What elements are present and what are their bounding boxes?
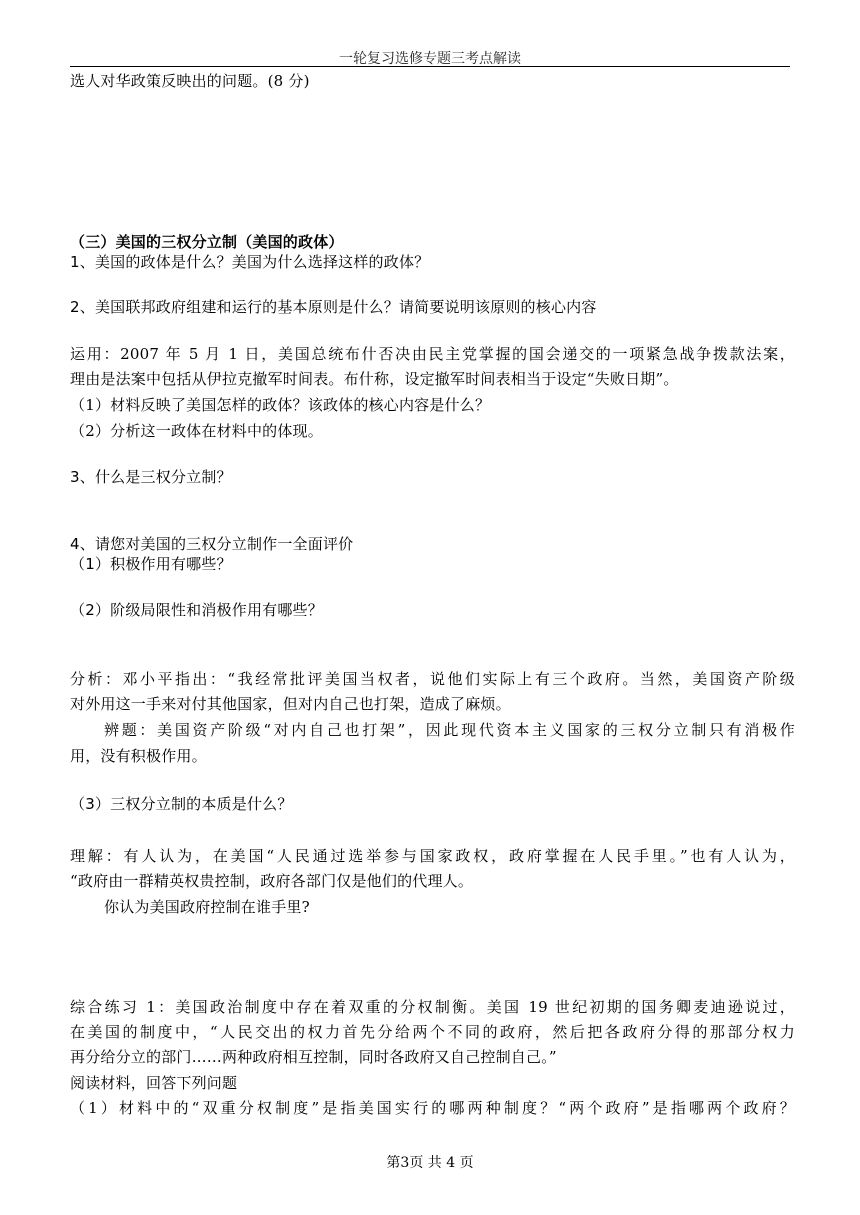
debate-text-line-1: 辨题：美国资产阶级“对内自己也打架”，因此现代资本主义国家的三权分立制只有消极作	[104, 721, 795, 739]
application-text-line-2: 理由是法案中包括从伊拉克撤军时间表。布什称，设定撤军时间表相当于设定“失败日期”。	[70, 370, 679, 388]
analysis-text-line-2: 对外用这一手来对付其他国家，但对内自己也打架，造成了麻烦。	[70, 695, 511, 713]
application-text-line-1: 运用：2007 年 5 月 1 日，美国总统布什否决由民主党掌握的国会递交的一项紧急战争拨款法案，	[70, 345, 795, 363]
exercise-instruction: 阅读材料，回答下列问题	[70, 1074, 238, 1092]
application-subquestion-2: （2）分析这一政体在材料中的体现。	[70, 422, 323, 440]
understanding-text-line-2: “政府由一群精英权贵控制，政府各部门仅是他们的代理人。	[70, 872, 474, 890]
header-divider	[70, 66, 790, 67]
question-4-sub-1: （1）积极作用有哪些？	[70, 555, 232, 573]
question-4-sub-3: （3）三权分立制的本质是什么？	[70, 795, 293, 813]
question-tail-text: 选人对华政策反映出的问题。(8 分)	[70, 72, 310, 90]
question-3: 3、什么是三权分立制？	[70, 468, 232, 486]
exercise-subquestion-1: （1）材料中的“双重分权制度”是指美国实行的哪两种制度？“两个政府”是指哪两个政府？	[70, 1099, 795, 1117]
question-1: 1、美国的政体是什么？美国为什么选择这样的政体？	[70, 253, 430, 271]
analysis-text-line-1: 分析：邓小平指出：“我经常批评美国当权者，说他们实际上有三个政府。当然，美国资产阶级	[70, 670, 795, 688]
exercise-text-line-1: 综合练习 1：美国政治制度中存在着双重的分权制衡。美国 19 世纪初期的国务卿麦迪逊说过，	[70, 998, 795, 1016]
question-4: 4、请您对美国的三权分立制作一全面评价	[70, 535, 354, 553]
page-header-title: 一轮复习选修专题三考点解读	[339, 51, 521, 67]
section-heading: （三）美国的三权分立制（美国的政体）	[70, 233, 344, 251]
debate-text-line-2: 用，没有积极作用。	[70, 747, 207, 765]
understanding-question: 你认为美国政府控制在谁手里?	[104, 898, 310, 916]
understanding-text-line-1: 理解：有人认为，在美国“人民通过选举参与国家政权，政府掌握在人民手里。”也有人认为，	[70, 847, 795, 865]
question-2: 2、美国联邦政府组建和运行的基本原则是什么？请简要说明该原则的核心内容	[70, 298, 597, 316]
question-4-sub-2: （2）阶级局限性和消极作用有哪些？	[70, 601, 323, 619]
application-subquestion-1: （1）材料反映了美国怎样的政体？该政体的核心内容是什么？	[70, 396, 491, 414]
page-number-footer: 第3页 共 4 页	[386, 1155, 474, 1171]
exercise-text-line-3: 再分给分立的部门……两种政府相互控制，同时各政府又自己控制自己。”	[70, 1048, 557, 1066]
exercise-text-line-2: 在美国的制度中，“人民交出的权力首先分给两个不同的政府，然后把各政府分得的那部分权力	[70, 1023, 795, 1041]
